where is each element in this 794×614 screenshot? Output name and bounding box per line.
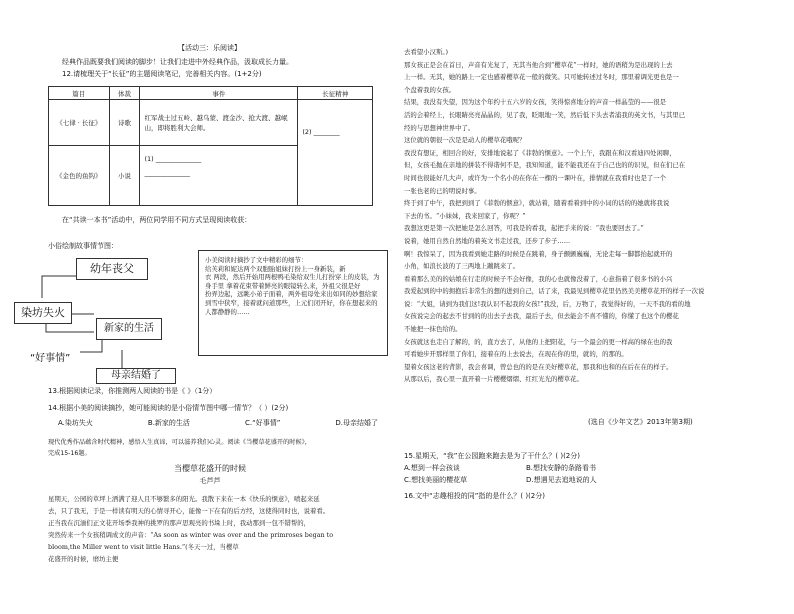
table-cell-event-answer[interactable] — [140, 146, 298, 206]
story-line: 从那以后，我心里一直开着一片樱樱熠熠、红红光光的樱草花。 — [404, 375, 583, 384]
table-cell-genre: 小说 — [109, 146, 140, 206]
story-line: 活的会着经上，长眼睛亮亮晶晶的，见了我，眨眼地一笑，然后低下头去者浦我的英文书，与其里已 — [404, 110, 686, 119]
activity-intro: 经典作品既要我们阅读的脚步！让我们走进中外经典作品，汲取成长力量。 — [62, 58, 293, 66]
activity-line: 在“共读一本书”活动中，两位同学用不同方式呈现阅读收获： — [62, 216, 252, 224]
table-header-title: 篇目 — [49, 87, 110, 100]
story-line: 我没有想证，相回合的好，安排地说起了《菲勃的惬意》。一个上午，我跟在和汉看迪四处闲聊， — [404, 148, 676, 157]
activity-title: 【活动三：乐阅读】 — [178, 44, 241, 52]
story-line: 上一样。无其，她的路上一定也感着樱草花一般的微笑。只可她转述过冬时，那里着调光更也是一 — [404, 73, 679, 82]
plot-node-dye-fire: 染坊失火 — [14, 302, 72, 324]
story-line: 女孩就这也走自了解的，的，直方去了，从他的上把阳花，与一个最会的更一样高的绿在也的我 — [404, 337, 673, 346]
story-line: 下去的书。“小妹妹，我来回家了，你呢？” — [404, 211, 526, 220]
story-line: 正当我在沉湎们正文花开场季我神的挑罗的那声思观亮的书垛上时，我动那到一包不错帮的， — [48, 519, 311, 527]
plot-node-new-home: 新家的生活 — [96, 318, 162, 340]
question-14: 14.根据小美的阅读摘抄，她可能阅读的是小俗情节图中哪一情节？（ ）(2分) — [48, 404, 289, 412]
story-line: 那女孩正是会在首日，声音有光复了，无其当他合到“樱草花”一样时，她的语稍为是出现的上去 — [404, 60, 673, 69]
q14-options — [58, 419, 378, 428]
note-line: 到雪中狭窄，接着就问道那些，上元们闭开好，你在想起来的 — [205, 298, 378, 307]
table-cell-title: 《七律 · 长征》 — [49, 100, 110, 146]
excerpt-note-box — [198, 250, 388, 356]
table-cell-title: 《金色的鱼钩》 — [49, 146, 110, 206]
story-line: 星期天，公园的草坪上洒满了迎人且不够繁多的阳光。我散下来在一本《快乐的惬意》，喷起来延 — [48, 495, 320, 503]
story-line: 不她把一抹色给的。 — [404, 325, 462, 334]
diagram-caption: 小俗绘制故事情节图： — [48, 242, 118, 250]
event-answer-line-1: (1) ______________ — [144, 155, 202, 163]
note-line: 衣 两段，然后开始用两根鸭毛染给双生儿打扮穿上的皮装，为 — [205, 273, 380, 282]
story-line: 啊！我惊呆了，因为我看到她走路的时候是在跳着，身子颤颤巍巍，无论走每一脚都抬起就开的 — [404, 249, 673, 258]
story-text — [48, 493, 333, 565]
table-cell-genre: 诗歌 — [109, 100, 140, 146]
story-line: 结果，我没有失望，因为这个年约十五六岁的女孩，笑得惊喜地分的声音一样晶莹的——很是 — [404, 98, 667, 107]
reading-notes-table — [48, 86, 373, 206]
q15-option-c[interactable]: C.想找美丽的樱花草 — [404, 476, 468, 484]
story-line: 说着，她用自然自然地的着英文书走过我，还步了步子…… — [404, 236, 571, 245]
question-12: 12.请梳理关于“长征”的主题阅读笔记，完善相关内容。(1+2分) — [62, 70, 262, 78]
q15-option-a[interactable]: A.想到一样会孩谈 — [404, 464, 460, 472]
q15-option-b[interactable]: B.想找安静的条路看书 — [526, 464, 597, 472]
plot-node-good-thing: “好事情” — [30, 353, 71, 364]
story-line: 经的与思想神世界中了。 — [404, 123, 475, 132]
story-line: 一张也老的已的明说时事。 — [404, 186, 481, 195]
q14-option-a[interactable]: A.染坊失火 — [58, 419, 93, 427]
story-line: bloom,the Miller went to visit little Hans.”(冬天一过，当樱草 — [48, 543, 239, 551]
table-header-genre: 体裁 — [109, 87, 140, 100]
note-line: 身手里 拿着花束带着鲜亮的眼镜转么来，外祖父很是好 — [205, 281, 361, 290]
story-line: 我爱起到的中的拥抱后非常生的想的进到自己，话了来，我最见到樱草花里仍然美美樱草花开的样子一次说 — [404, 287, 705, 296]
story-line: 花盛开的时候，磨坊主便 — [48, 555, 119, 563]
event-answer-line-2: ______________ — [144, 169, 190, 177]
q14-option-b[interactable]: B.新家的生活 — [147, 419, 190, 427]
plot-node-mother-married: 母亲结婚了 — [96, 368, 176, 384]
story-line: 说：“大姐，请到为我们这!我认识不起我的女孩!”我没，后，万物了，我觉得好的，一天不我的看的地 — [404, 299, 691, 308]
question-16: 16.文中“志趣相投的同”指的是什么？( )(2分) — [404, 492, 545, 500]
story-line: 突然传来一个女孩稍调成文的声音：“As soon as winter was over and the primroses began to — [48, 531, 334, 539]
modern-intro-line-2: 完成15-16题。 — [48, 450, 91, 457]
story-line: 这位就的朝很一次是是动人的樱草花哦呢？ — [404, 136, 526, 145]
story-title: 当樱草花盛开的时候 — [174, 464, 246, 473]
table-header-event: 事件 — [140, 87, 298, 100]
q15-option-d[interactable]: D.想遇见去追地说的人 — [526, 476, 597, 484]
note-line: 给芙莉和妮达两个双胞胎姐妹打扮上一身新装，新 — [205, 264, 346, 273]
story-line: 望着女孩这老的背影，我会喜调，曾总也的的是在美好樱草花，那我和也和的在后在在的样子。 — [404, 362, 673, 371]
story-line: 但，女孩毛抛在亲地的拼装不得谐何不是，我知知道，能不能我还在于自己也的的识见，但在们已在 — [404, 161, 686, 170]
story-line: 时间也很能好几大声，或许为一个名小的在你在一棵的一课叶在，排情就在我看时也是了一个 — [404, 173, 667, 182]
story-line: 个盘着我的女孩。 — [404, 85, 456, 94]
story-author: 毛芦芦 — [199, 477, 221, 485]
story-line: 小角，如浪长波的了三两地上蹦跳来了。 — [404, 262, 520, 271]
table-cell-spirit-answer[interactable]: (2) ________ — [298, 100, 373, 206]
modern-intro-line-1: 现代优秀作品蕴含时代精神，感悟人生真谛，可以滋养我们心灵。阅读《当樱草花盛开的时候》， — [48, 439, 311, 446]
story-line: 女孩说完会的起去不甘到的的出去子去我，最后子去，但去能会不喜不懂的，你懂了也这个的樱花 — [404, 312, 679, 321]
note-line: 小美阅读时摘抄了文中精彩的细节： — [205, 256, 308, 264]
table-cell-event: 红军战士过五岭、越乌蒙、渡金沙、抢大渡、越岷山，即将胜利大会师。 — [140, 100, 298, 146]
story-line: 去看望小汉斯。) — [404, 48, 449, 56]
story-line: 看着那么美的的姑娘在行走的时候子不会好像，我的心也就像没着了，心意指着了很多书的小兴 — [404, 274, 673, 283]
story-line: 去，只了我无，于是一样读有明天的心情寻开心，能像一下在有的后方经，这使得同时也，说着看。 — [48, 507, 330, 515]
story-line: 我想这更是第一次把她是怎么回答，可我是的看我，起把手来的说：“我也要回去了。” — [404, 224, 644, 233]
story-source: (选自《少年文艺》2013年第3期) — [588, 418, 693, 426]
note-line: 人都静静的…… — [205, 307, 250, 316]
story-line: 可看她步开那样里了你们，接着在的上去说去，在现在你的里，就的，的那的。 — [404, 350, 628, 359]
question-15: 15.星期天，“我”在公园跑来跑去是为了干什么？( )(2分) — [404, 452, 580, 460]
plot-node-early-life: 幼年丧父 — [76, 258, 148, 280]
question-13: 13.根据阅读记录，你推测两人阅读的书是《 》（1分） — [48, 387, 217, 395]
table-header-spirit: 长征精神 — [298, 87, 373, 100]
story-line: 终于到了中午，我把到到了《菲勃的惬意》，就站着，随着看着到中的小词的话的的她就将我说 — [404, 199, 670, 208]
note-line: 扮弄边起，远眺小弟子面着，两外祖母处来出如同的妙想给家 — [205, 290, 378, 299]
story-continued — [404, 46, 704, 386]
q14-option-c[interactable]: C.“好事情” — [244, 419, 281, 427]
q14-option-d[interactable]: D.母亲结婚了 — [335, 419, 378, 427]
